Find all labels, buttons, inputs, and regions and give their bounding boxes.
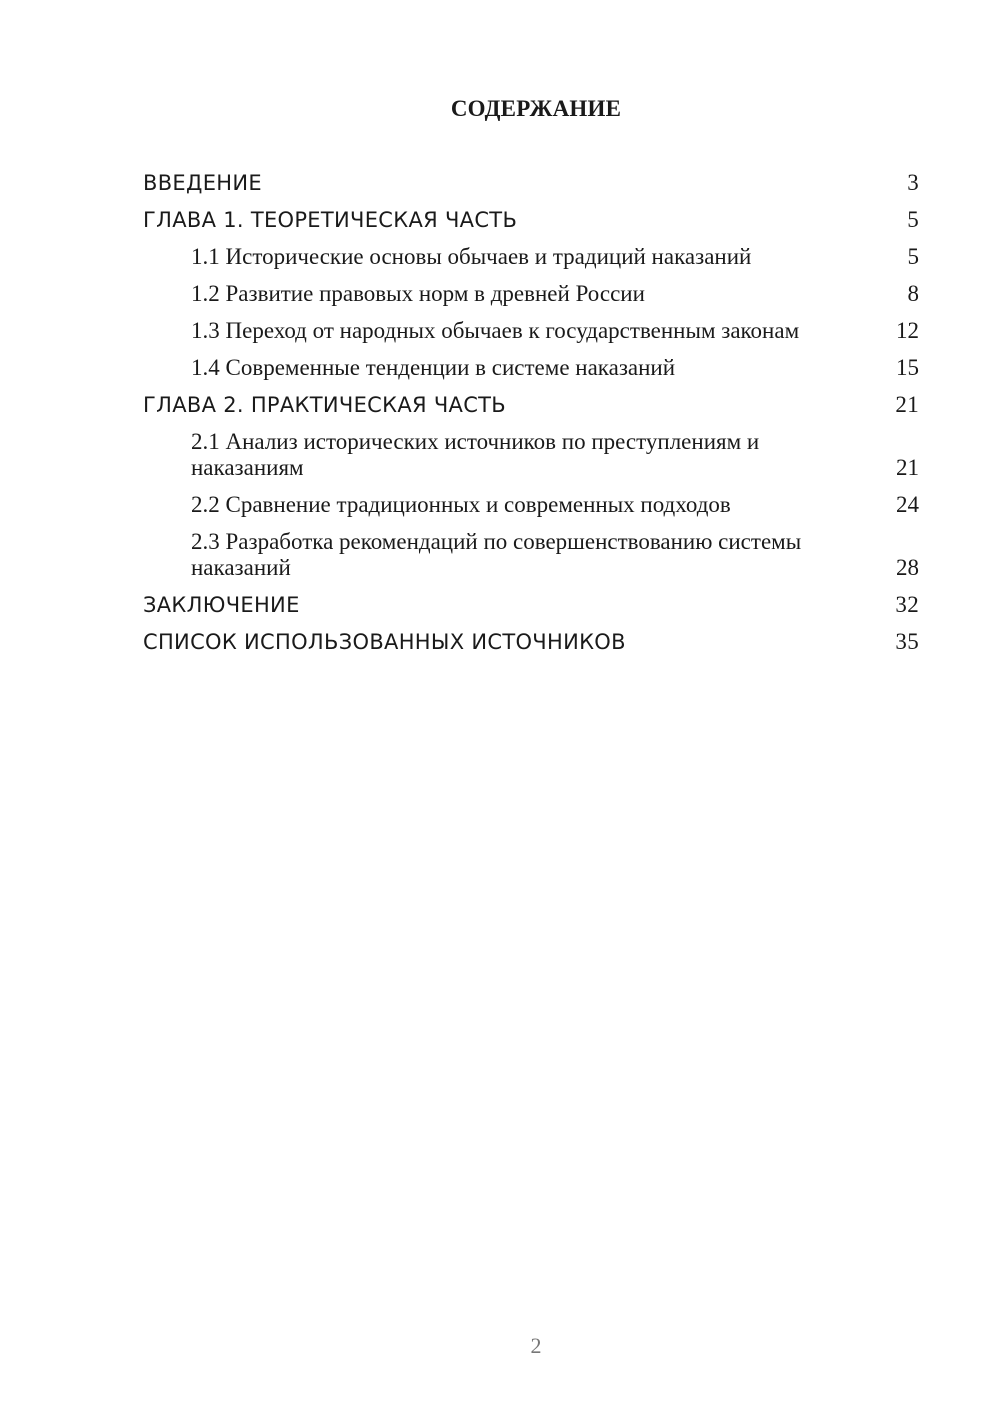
toc-entry[interactable] bbox=[143, 592, 919, 618]
toc-entry-title: 1.3 Переход от народных обычаев к государственным законам bbox=[191, 318, 800, 343]
toc-entry-page: 5 bbox=[907, 207, 919, 232]
toc-entry-page: 32 bbox=[895, 592, 919, 617]
toc-entry-page: 24 bbox=[896, 492, 919, 517]
toc-entry-title: ВВЕДЕНИЕ bbox=[143, 171, 262, 195]
toc-entry-page: 12 bbox=[896, 318, 919, 343]
page-number: 2 bbox=[530, 1333, 542, 1358]
toc-entry-page: 21 bbox=[895, 392, 919, 417]
toc-entry[interactable] bbox=[143, 281, 919, 307]
toc-entry-title: ГЛАВА 1. ТЕОРЕТИЧЕСКАЯ ЧАСТЬ bbox=[143, 208, 518, 232]
toc-entry[interactable] bbox=[143, 170, 919, 196]
toc-entry[interactable] bbox=[143, 629, 919, 655]
toc-entry-page: 28 bbox=[896, 555, 919, 580]
toc-entry[interactable] bbox=[143, 529, 919, 581]
toc-entry-page: 15 bbox=[896, 355, 919, 380]
toc-entry[interactable] bbox=[143, 318, 919, 344]
toc-entry-title: 2.3 Разработка рекомендаций по совершенствованию системы наказаний bbox=[191, 529, 802, 580]
toc-entry-page: 5 bbox=[907, 244, 919, 269]
toc-entry-title: 1.1 Исторические основы обычаев и традиций наказаний bbox=[191, 244, 752, 269]
toc-entry-page: 3 bbox=[907, 170, 919, 195]
toc-entry-title: 2.1 Анализ исторических источников по преступлениям и наказаниям bbox=[191, 429, 760, 480]
page-title: СОДЕРЖАНИЕ bbox=[450, 96, 622, 121]
toc-entry[interactable] bbox=[143, 244, 919, 270]
toc-entry-title: СПИСОК ИСПОЛЬЗОВАННЫХ ИСТОЧНИКОВ bbox=[143, 630, 626, 654]
toc-entry[interactable] bbox=[143, 392, 919, 418]
toc-entry-title: 1.4 Современные тенденции в системе наказаний bbox=[191, 355, 676, 380]
table-of-contents bbox=[143, 170, 919, 666]
toc-entry-page: 21 bbox=[896, 455, 919, 480]
toc-entry[interactable] bbox=[143, 207, 919, 233]
toc-entry-page: 8 bbox=[907, 281, 919, 306]
toc-entry[interactable] bbox=[143, 429, 919, 481]
toc-entry-title: ГЛАВА 2. ПРАКТИЧЕСКАЯ ЧАСТЬ bbox=[143, 393, 507, 417]
toc-entry-title: 2.2 Сравнение традиционных и современных подходов bbox=[191, 492, 731, 517]
toc-entry-title: ЗАКЛЮЧЕНИЕ bbox=[143, 593, 300, 617]
toc-entry-title: 1.2 Развитие правовых норм в древней России bbox=[191, 281, 645, 306]
toc-entry[interactable] bbox=[143, 355, 919, 381]
toc-entry-page: 35 bbox=[895, 629, 919, 654]
toc-entry[interactable] bbox=[143, 492, 919, 518]
